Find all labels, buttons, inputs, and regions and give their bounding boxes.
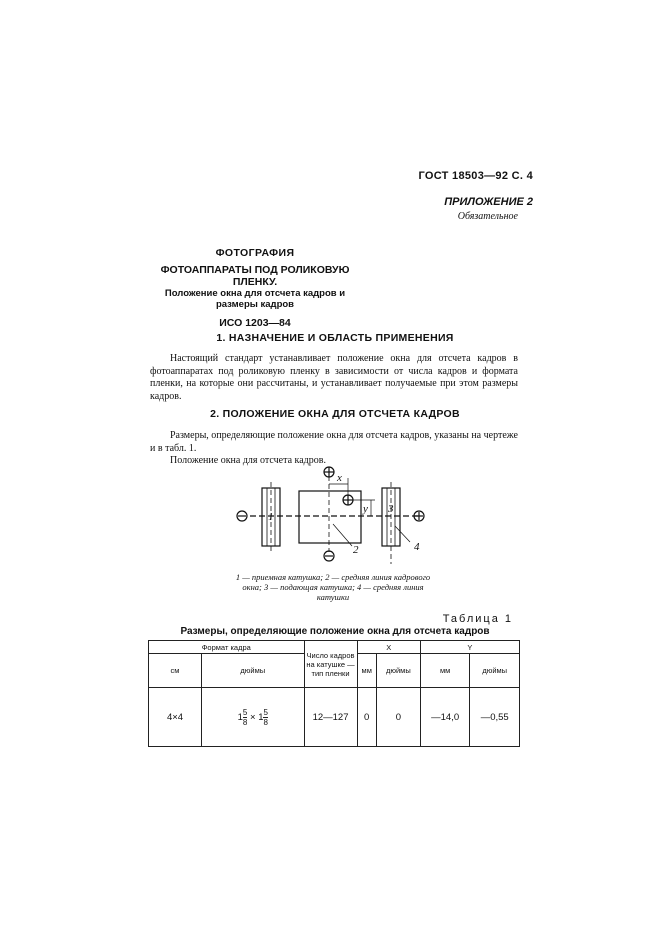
standard-title [160,247,350,329]
inch-whole-b: 1 [258,711,264,723]
fraction-b-num: 5 [263,707,268,717]
cell-x-mm: 0 [357,688,376,747]
header-x: X [357,641,420,654]
dimensions-table [148,640,520,747]
header-y-inches: дюймы [470,654,520,688]
label-x: x [337,472,342,484]
header-x-mm: мм [357,654,376,688]
header-cm: см [149,654,202,688]
section-1-heading: 1. НАЗНАЧЕНИЕ И ОБЛАСТЬ ПРИМЕНЕНИЯ [216,332,454,344]
fraction-a-num: 5 [242,707,248,717]
inch-whole-a: 1 [237,711,243,723]
table-title: Размеры, определяющие положение окна для отсчета кадров [180,626,490,637]
label-4: 4 [414,541,420,553]
label-1: 1 [268,511,274,523]
appendix-label: ПРИЛОЖЕНИЕ 2 [444,196,533,208]
fraction-a [243,708,247,727]
label-3: 3 [388,503,394,515]
title-line-2: ФОТОАППАРАТЫ ПОД РОЛИКОВУЮ ПЛЕНКУ. [160,264,350,288]
header-y-mm: мм [420,654,470,688]
cell-frames: 12—127 [304,688,357,747]
header-format: Формат кадра [149,641,305,654]
label-2: 2 [353,544,359,556]
header-frames: Число кадров на катушке — тип пленки [304,641,357,688]
frame-window [299,491,361,543]
header-inches: дюймы [202,654,305,688]
fraction-b-den: 8 [263,717,268,727]
frame-window-diagram [228,464,438,569]
section-2-text [150,430,518,455]
figure-intro: Положение окна для отсчета кадров. [170,455,326,466]
title-line-1: ФОТОГРАФИЯ [215,247,295,259]
section-2-heading: 2. ПОЛОЖЕНИЕ ОКНА ДЛЯ ОТСЧЕТА КАДРОВ [210,408,460,420]
mandatory-label: Обязательное [457,211,518,222]
section-2-body: Размеры, определяющие положение окна для отсчета кадров, указаны на чертеже и в табл. 1. [150,430,518,454]
title-line-4: ИСО 1203—84 [219,317,291,329]
cell-x-inches: 0 [376,688,420,747]
label-y: y [363,503,368,515]
document-code: ГОСТ 18503—92 С. 4 [418,170,533,182]
cell-y-inches: —0,55 [470,688,520,747]
table-row [149,688,520,747]
cell-y-mm: —14,0 [420,688,470,747]
cell-inches [202,688,305,747]
fraction-b [263,708,267,727]
title-line-3: Положение окна для отсчета кадров и размеры кадров [164,288,346,310]
cell-cm: 4×4 [149,688,202,747]
figure-caption: 1 — приемная катушка; 2 — средняя линия кадрового окна; 3 — подающая катушка; 4 — средняя линия катушки [235,572,431,602]
table-label: Таблица 1 [442,613,513,625]
header-y: Y [420,641,519,654]
header-x-inches: дюймы [376,654,420,688]
fraction-a-den: 8 [242,717,248,727]
section-1-text [150,353,518,403]
section-1-body: Настоящий стандарт устанавливает положение окна для отсчета кадров в фотоаппаратах под роликовую пленку в зависимости от числа кадров и формата пленки, на которые они рассчитаны, и устанавливает получаемые при этом размеры кадров. [150,353,518,402]
times-sign: × [249,711,256,723]
